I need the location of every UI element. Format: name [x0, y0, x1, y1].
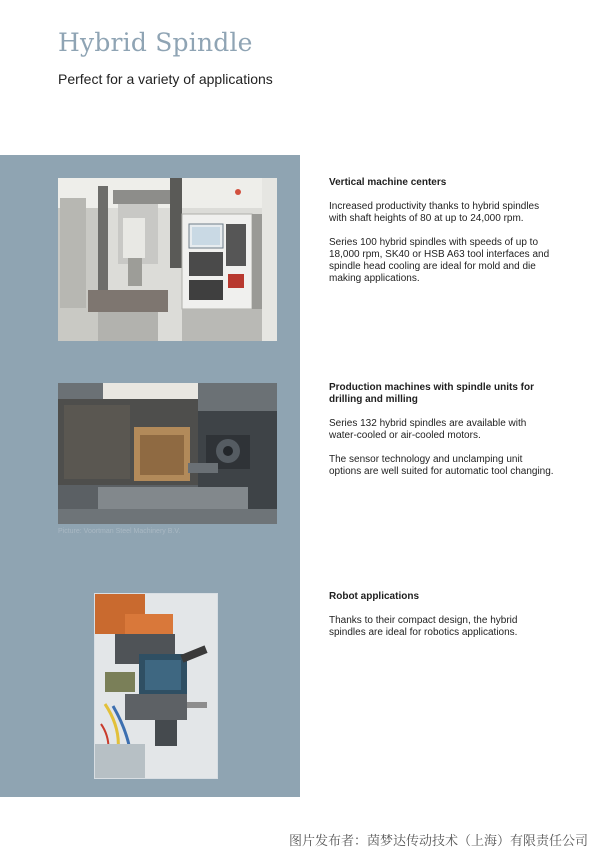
section-paragraph: Increased productivity thanks to hybrid spindles with shaft heights of 80 at up to 24,000 rpm. [329, 201, 540, 224]
production-machine-photo [58, 383, 277, 524]
section-paragraph: Thanks to their compact design, the hybrid spindles are ideal for robotics applications. [329, 615, 518, 638]
section-vertical-machine-centers [329, 177, 554, 297]
machine-center-photo [58, 178, 277, 341]
section-paragraph: The sensor technology and unclamping unit options are well suited for automatic tool changing. [329, 454, 554, 477]
section-paragraph: Series 100 hybrid spindles with speeds of up to 18,000 rpm, SK40 or HSB A63 tool interfaces and spindle head cooling are ideal for mold and die making applications. [329, 237, 550, 284]
page-subtitle: Perfect for a variety of applications [58, 71, 273, 87]
section-heading: Vertical machine centers [329, 177, 447, 188]
section-heading: Production machines with spindle units for drilling and milling [329, 382, 535, 405]
section-production-machines [329, 382, 554, 490]
robot-photo [94, 593, 218, 779]
section-heading: Robot applications [329, 591, 419, 602]
section-robot-applications [329, 591, 554, 651]
publisher-credit: 图片发布者：茵梦达传动技术（上海）有限责任公司 [288, 834, 588, 849]
photo-caption: Picture: Voortman Steel Machinery B.V. [58, 528, 181, 535]
page-title: Hybrid Spindle [58, 28, 253, 57]
section-paragraph: Series 132 hybrid spindles are available with water-cooled or air-cooled motors. [329, 418, 527, 441]
